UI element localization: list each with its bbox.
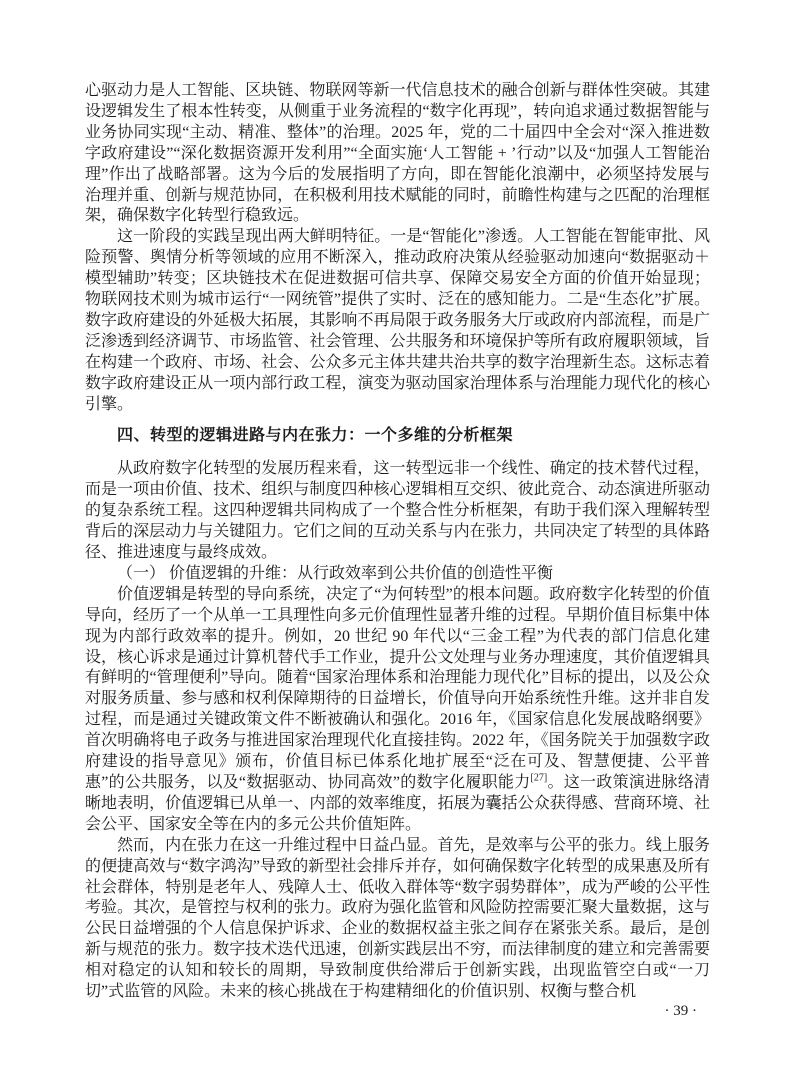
- paragraph-value-logic: [85, 585, 710, 836]
- article-body: [85, 81, 710, 1003]
- page-number: · 39 ·: [664, 1003, 697, 1019]
- paragraph-value-logic-text-after-ref: 。这一政策演进脉络清晰地表明，价值逻辑已从单一、内部的效率维度，拓展为囊括公众获得感、营商环境、社会公平、国家安全等在内的多元公共价值矩阵。: [85, 774, 710, 833]
- paragraph-value-logic-text: 价值逻辑是转型的导向系统，决定了“为何转型”的根本问题。政府数字化转型的价值导向，经历了一个从单一工具理性向多元价值理性显著升维的过程。早期价值目标集中体现为内部行政效率的提升。例如，20 世纪 90 年代以“三金工程”为代表的部门信息化建设，核心诉求是通过计算机替代手工作业，提升公文处理与业务办理速度，其价值逻辑具有鲜明的“管理便利”导向。随着“国家治理体系和治理能力现代化”目标的提出，以及公众对服务质量、参与感和权利保障期待的日益增长，价值导向开始系统性升维。这并非自发过程，而是通过关键政策文件不断被确认和强化。2016 年，《国家信息化发展战略纲要》首次明确将电子政务与推进国家治理现代化直接挂钩。2022 年，《国务院关于加强数字政府建设的指导意见》颁布，价值目标已体系化地扩展至“泛在可及、智慧便捷、公平普惠”的公共服务，以及“数据驱动、协同高效”的数字化履职能力: [85, 585, 710, 791]
- paragraph-tensions: 然而，内在张力在这一升维过程中日益凸显。首先，是效率与公平的张力。线上服务的便捷高效与“数字鸿沟”导致的新型社会排斥并存，如何确保数字化转型的成果惠及所有社会群体，特别是老年人、残障人士、低收入群体等“数字弱势群体”，成为严峻的公平性考验。其次，是管控与权利的张力。政府为强化监管和风险防控需要汇聚大量数据，这与公民日益增强的个人信息保护诉求、企业的数据权益主张之间存在紧张关系。最后，是创新与规范的张力。数字技术迭代迅速，创新实践层出不穷，而法律制度的建立和完善需要相对稳定的认知和较长的周期，导致制度供给滞后于创新实践，出现监管空白或“一刀切”式监管的风险。未来的核心挑战在于构建精细化的价值识别、权衡与整合机: [85, 836, 710, 1001]
- subsection-heading: （一） 价值逻辑的升维：从行政效率到公共价值的创造性平衡: [117, 564, 554, 582]
- section-heading: 四、转型的逻辑进路与内在张力：一个多维的分析框架: [117, 426, 514, 444]
- paragraph-analytical-framework: 从政府数字化转型的发展历程来看，这一转型远非一个线性、确定的技术替代过程，而是一项由价值、技术、组织与制度四种核心逻辑相互交织、彼此竞合、动态演进所驱动的复杂系统工程。这四种逻辑共同构成了一个整合性分析框架，有助于我们深入理解转型背后的深层动力与关键阻力。它们之间的互动关系与内在张力，共同决定了转型的具体路径、推进速度与最终成效。: [85, 460, 710, 562]
- paragraph-continuation: 心驱动力是人工智能、区块链、物联网等新一代信息技术的融合创新与群体性突破。其建设逻辑发生了根本性转变，从侧重于业务流程的“数字化再现”，转向追求通过数据智能与业务协同实现“主动、精准、整体”的治理。2025 年，党的二十届四中全会对“深入推进数字政府建设”“深化数据资源开发利用”“全面实施‘人工智能 + ’行动”以及“加强人工智能治理”作出了战略部署。这为今后的发展指明了方向，即在智能化浪潮中，必须坚持发展与治理并重、创新与规范协同，在积极利用技术赋能的同时，前瞻性构建与之匹配的治理框架，确保数字化转型行稳致远。: [85, 82, 710, 225]
- paragraph-two-features: 这一阶段的实践呈现出两大鲜明特征。一是“智能化”渗透。人工智能在智能审批、风险预警、舆情分析等领域的应用不断深入，推动政府决策从经验驱动加速向“数据驱动＋模型辅助”转变；区块链技术在促进数据可信共享、保障交易安全方面的价值开始显现；物联网技术则为城市运行“一网统管”提供了实时、泛在的感知能力。二是“生态化”扩展。数字政府建设的外延极大拓展，其影响不再局限于政务服务大厅或政府内部流程，而是广泛渗透到经济调节、市场监管、社会管理、公共服务和环境保护等所有政府履职领域，旨在构建一个政府、市场、社会、公众多元主体共建共治共享的数字治理新生态。这标志着数字政府建设正从一项内部行政工程，演变为驱动国家治理体系与治理能力现代化的核心引擎。: [85, 228, 710, 413]
- footnote-reference-27: [27]: [530, 772, 548, 784]
